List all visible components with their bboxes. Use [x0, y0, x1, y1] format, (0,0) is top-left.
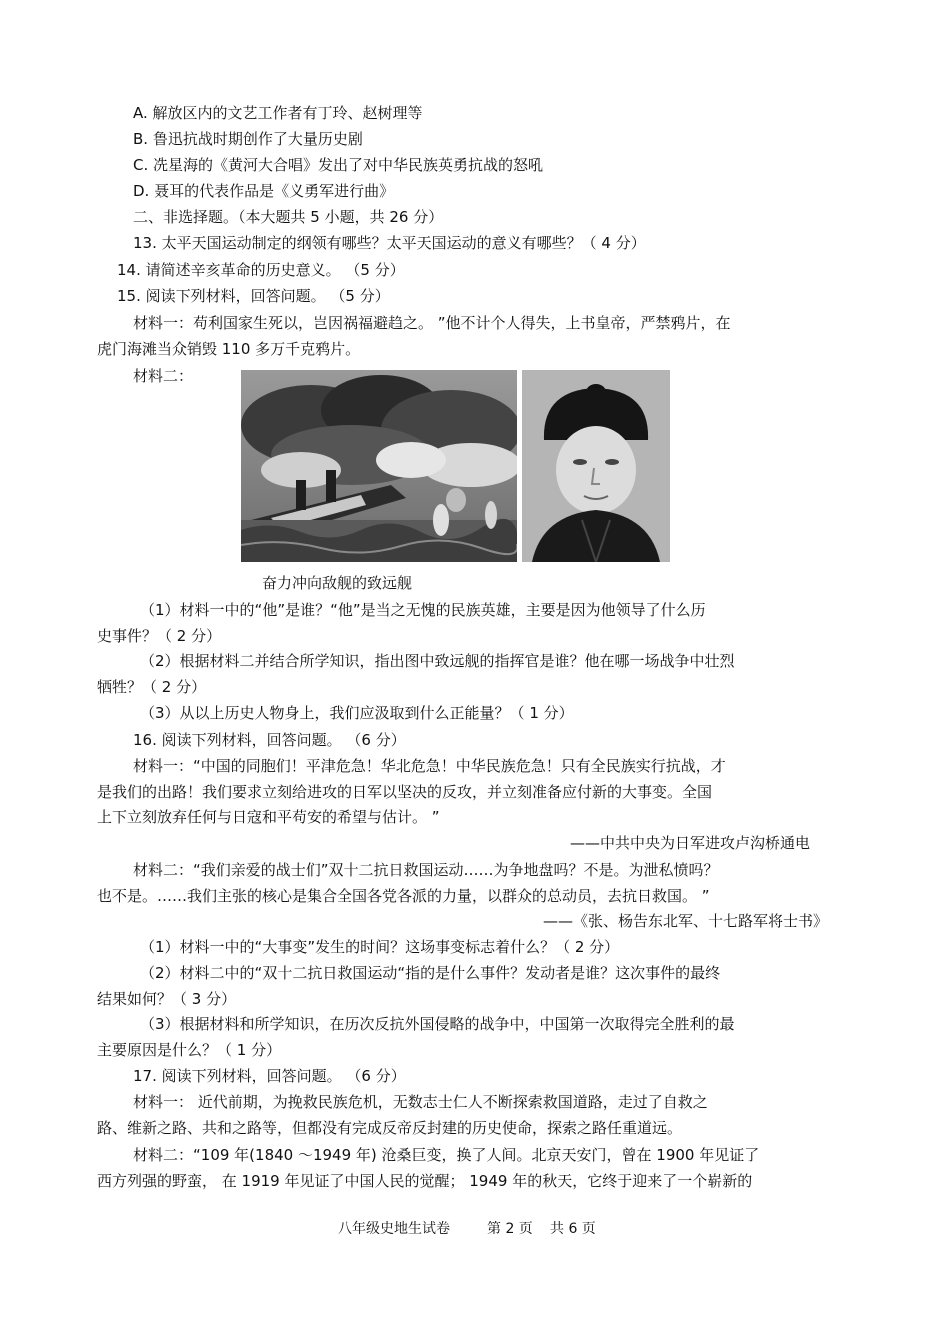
image-caption: 奋力冲向敌舰的致远舰: [262, 574, 413, 592]
q15-material1-line1: 材料一：苟利国家生死以，岂因祸福避趋之。 ”他不计个人得失，上书皇帝，严禁鸦片，在: [133, 314, 731, 332]
q17-material2-line1: 材料二：“109 年(1840 ～1949 年) 沧桑巨变，换了人间。北京天安门，曾在 1900 年见证了: [133, 1146, 760, 1164]
option-c: C. 冼星海的《黄河大合唱》发出了对中华民族英勇抗战的怒吼: [133, 156, 544, 174]
q16-sub2-line1: （2）材料二中的“双十二抗日救国运动“指的是什么事件？发动者是谁？这次事件的最终: [140, 964, 721, 982]
question-16-title: 16. 阅读下列材料，回答问题。 （6 分）: [133, 731, 406, 749]
q16-material1-line3: 上下立刻放弃任何与日寇和平苟安的希望与估计。 ”: [97, 808, 440, 826]
option-b: B. 鲁迅抗战时期创作了大量历史剧: [133, 130, 363, 148]
q17-material2-line2: 西方列强的野蛮， 在 1919 年见证了中国人民的觉醒； 1949 年的秋天，它终于迎来了一个崭新的: [97, 1172, 753, 1190]
q15-material2-label: 材料二：: [133, 367, 194, 385]
q15-sub2-line1: （2）根据材料二并结合所学知识，指出图中致远舰的指挥官是谁？他在哪一场战争中壮烈: [140, 652, 735, 670]
option-d: D. 聂耳的代表作品是《义勇军进行曲》: [133, 182, 395, 200]
portrait-illustration: [522, 370, 670, 562]
q16-sub1: （1）材料一中的“大事变”发生的时间？这场事变标志着什么？（ 2 分）: [140, 938, 620, 956]
q16-material1-source: ——中共中央为日军进攻卢沟桥通电: [569, 834, 810, 852]
footer-page-total: 共 6 页: [550, 1221, 596, 1237]
q15-sub1-line1: （1）材料一中的“他”是谁？“他”是当之无愧的民族英雄，主要是因为他领导了什么历: [140, 601, 706, 619]
q16-material1-line2: 是我们的出路！我们要求立刻给进攻的日军以坚决的反攻，并立刻准备应付新的大事变。全国: [97, 783, 713, 801]
footer-exam-name: 八年级史地生试卷: [338, 1221, 450, 1237]
q16-material2-source: ——《张、杨告东北军、十七路军将士书》: [542, 912, 828, 930]
question-13: 13. 太平天国运动制定的纲领有哪些？太平天国运动的意义有哪些？（ 4 分）: [133, 234, 646, 252]
q16-material2-line1: 材料二：“我们亲爱的战士们”双十二抗日救国运动……为争地盘吗？不是。为泄私愤吗？: [133, 861, 719, 879]
q15-sub1-line2: 史事件？（ 2 分）: [97, 627, 222, 645]
question-17-title: 17. 阅读下列材料，回答问题。 （6 分）: [133, 1067, 406, 1085]
option-a: A. 解放区内的文艺工作者有丁玲、赵树理等: [133, 104, 423, 122]
q15-sub2-line2: 牺牲？（ 2 分）: [97, 678, 207, 696]
q16-sub3-line1: （3）根据材料和所学知识，在历次反抗外国侵略的战争中，中国第一次取得完全胜利的最: [140, 1015, 735, 1033]
q17-material1-line2: 路、维新之路、共和之路等，但都没有完成反帝反封建的历史使命，探索之路任重道远。: [97, 1119, 683, 1137]
footer-page-number: 第 2 页: [487, 1221, 533, 1237]
section-heading: 二、非选择题。（本大题共 5 小题，共 26 分）: [133, 208, 444, 226]
q15-material1-line2: 虎门海滩当众销毁 110 多万千克鸦片。: [97, 340, 361, 358]
question-14: 14. 请简述辛亥革命的历史意义。 （5 分）: [117, 261, 405, 279]
q16-material1-line1: 材料一：“中国的同胞们！平津危急！华北危急！中华民族危急！只有全民族实行抗战，才: [133, 757, 726, 775]
question-15-title: 15. 阅读下列材料，回答问题。 （5 分）: [117, 287, 390, 305]
battleship-illustration: [241, 370, 517, 562]
zhiyuan-battleship-image: [241, 370, 517, 562]
q17-material1-line1: 材料一： 近代前期，为挽救民族危机，无数志士仁人不断探索救国道路，走过了自救之: [133, 1093, 708, 1111]
q16-material2-line2: 也不是。……我们主张的核心是集合全国各党各派的力量，以群众的总动员，去抗日救国。 ”: [97, 887, 710, 905]
q15-sub3: （3）从以上历史人物身上，我们应汲取到什么正能量？（ 1 分）: [140, 704, 574, 722]
commander-portrait-image: [522, 370, 670, 562]
q16-sub3-line2: 主要原因是什么？（ 1 分）: [97, 1041, 282, 1059]
q16-sub2-line2: 结果如何？（ 3 分）: [97, 990, 237, 1008]
